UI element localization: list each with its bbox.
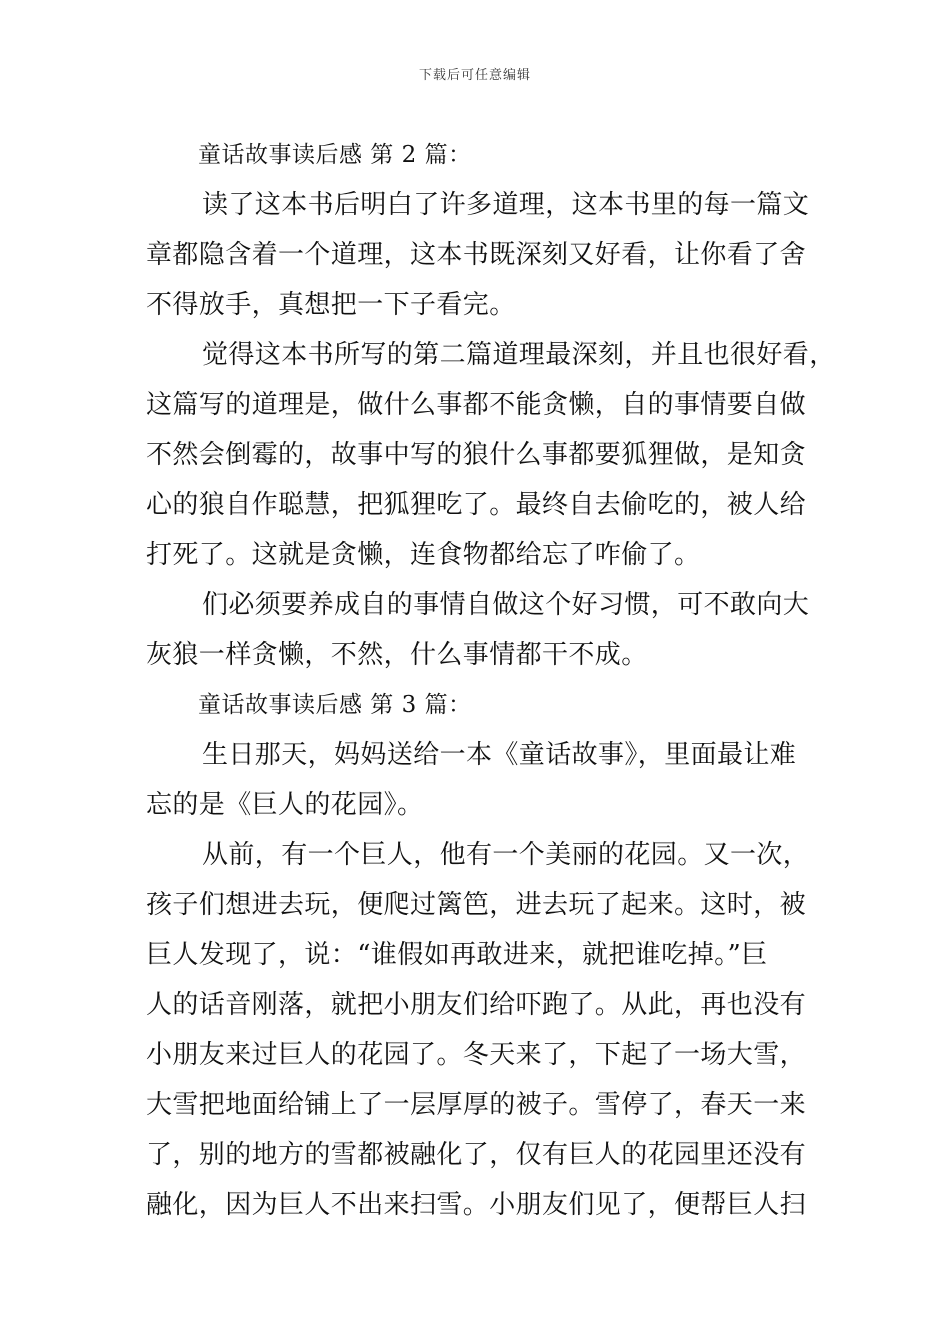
section-heading-3: 童话故事读后感 第 3 篇： (198, 692, 472, 718)
text-line: 章都隐含着一个道理，这本书既深刻又好看，让你看了舍 (146, 240, 807, 270)
text-line: 打死了。这就是贪懒，连食物都给忘了咋偷了。 (146, 540, 701, 570)
text-line: 灰狼一样贪懒，不然，什么事情都干不成。 (146, 640, 648, 670)
text-line: 忘的是《巨人的花园》。 (146, 790, 424, 820)
text-line: 读了这本书后明白了许多道理，这本书里的每一篇文 (202, 190, 810, 220)
text-line: 孩子们想进去玩，便爬过篱笆，进去玩了起来。这时，被 (146, 890, 807, 920)
text-line: 这篇写的道理是，做什么事都不能贪懒，自的事情要自做 (146, 390, 807, 420)
text-line: 小朋友来过巨人的花园了。冬天来了，下起了一场大雪， (146, 1040, 807, 1070)
text-line: 从前，有一个巨人，他有一个美丽的花园。又一次， (202, 840, 810, 870)
page-header: 下载后可任意编辑 (418, 68, 531, 83)
document-body (146, 130, 836, 1230)
text-line: 不然会倒霉的，故事中写的狼什么事都要狐狸做，是知贪 (146, 440, 807, 470)
text-line: 了，别的地方的雪都被融化了，仅有巨人的花园里还没有 (146, 1140, 807, 1170)
text-line: 人的话音刚落，就把小朋友们给吓跑了。从此，再也没有 (146, 990, 807, 1020)
text-line: 觉得这本书所写的第二篇道理最深刻，并且也很好看， (202, 340, 836, 370)
text-line: 们必须要养成自的事情自做这个好习惯，可不敢向大 (202, 590, 810, 620)
text-line: 不得放手，真想把一下子看完。 (146, 290, 516, 320)
text-line: 心的狼自作聪慧，把狐狸吃了。最终自去偷吃的，被人给 (146, 490, 807, 520)
text-line: 巨人发现了，说：“谁假如再敢进来，就把谁吃掉。”巨 (146, 940, 768, 970)
text-line: 融化，因为巨人不出来扫雪。小朋友们见了，便帮巨人扫 (146, 1190, 807, 1220)
text-line: 大雪把地面给铺上了一层厚厚的被子。雪停了，春天一来 (146, 1090, 807, 1120)
text-line: 生日那天，妈妈送给一本《童话故事》，里面最让难 (202, 740, 797, 770)
section-heading-2: 童话故事读后感 第 2 篇： (198, 142, 472, 168)
